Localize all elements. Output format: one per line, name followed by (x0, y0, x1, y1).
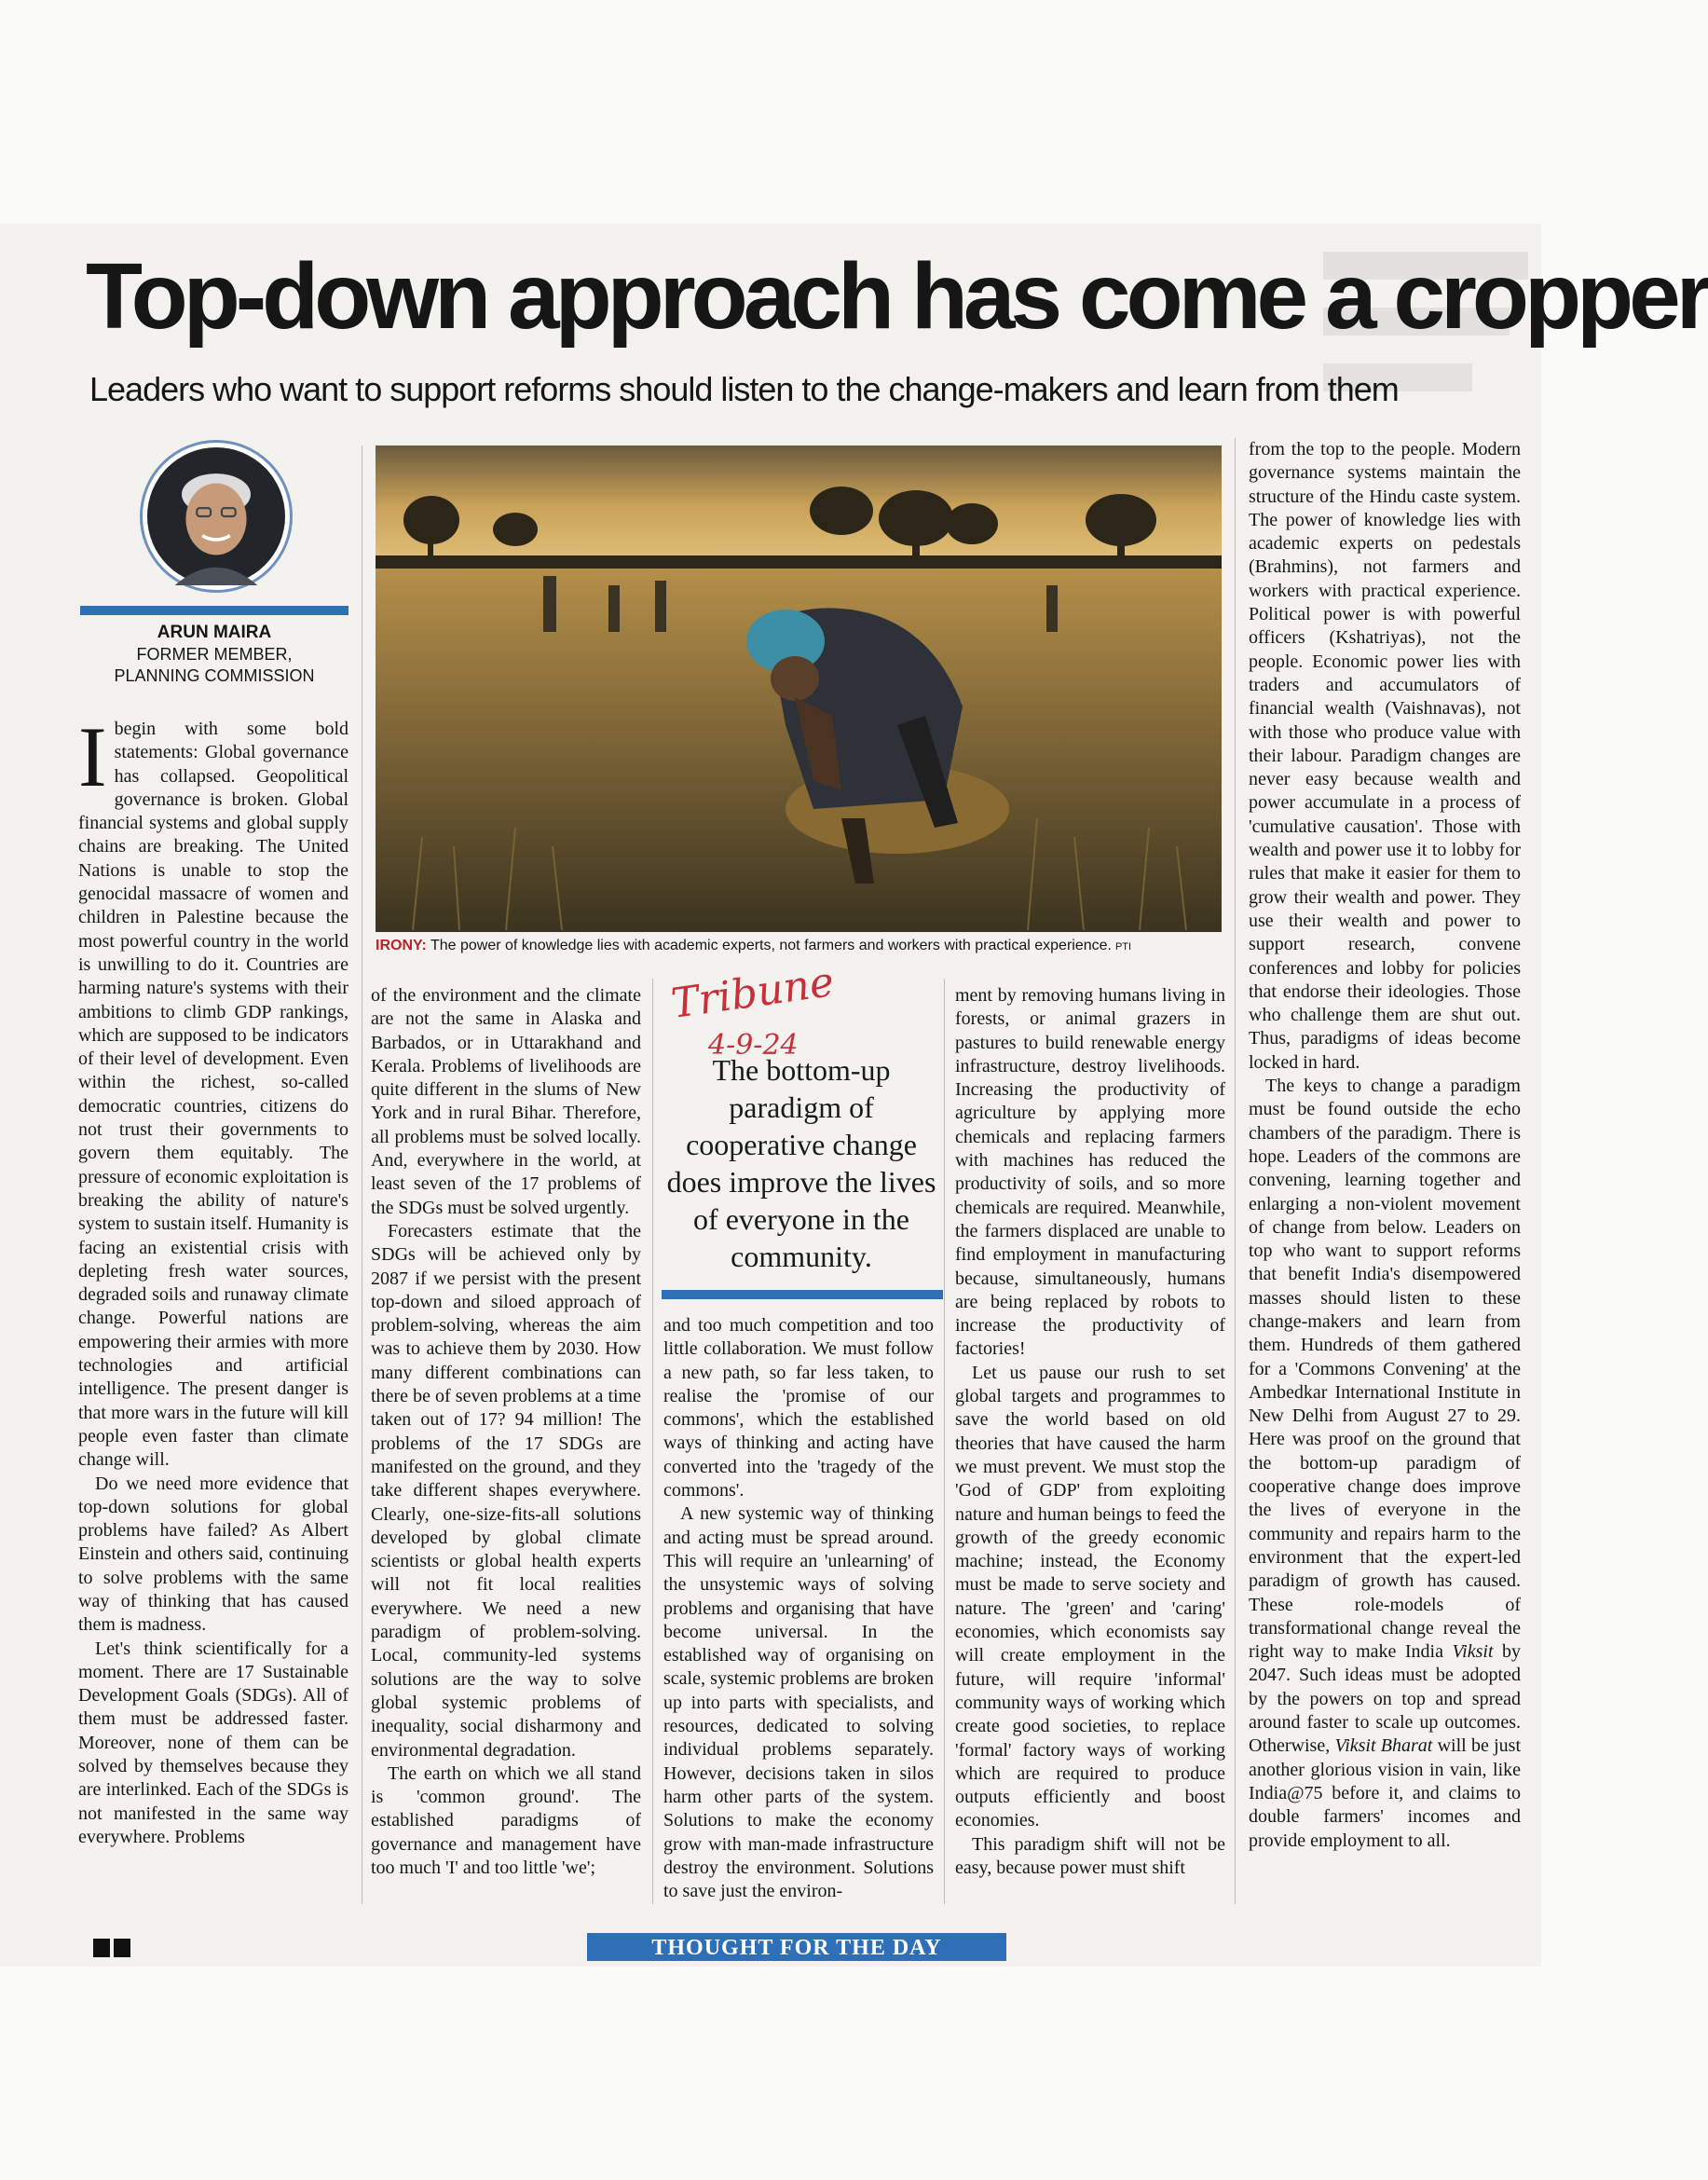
caption-text: The power of knowledge lies with academic experts, not farmers and workers with practical experience. (426, 938, 1112, 953)
paragraph-italic: Viksit Bharat (1334, 1735, 1433, 1757)
article-column-1 (78, 709, 348, 1849)
author-name: ARUN MAIRA (157, 623, 272, 642)
article-paragraph: Let's think scientifically for a moment. There are 17 Sustainable Development Goals (SDGs). All of them must be addressed faster. Moreover, none of them can be solved by themselves because they are interlinked. Each of the SDGs is not manifested in the same way everywhere. Problems (78, 1638, 348, 1847)
author-divider-bar (80, 606, 348, 615)
article-paragraph: of the environment and the climate are not the same in Alaska and Barbados, or in Uttarakhand and Kerala. Problems of livelihoods are quite different in the slums of New York and in rural Bihar. Therefore, all problems must be solved locally. And, everywhere in the world, at least seven of the 17 problems of the SDGs must be solved urgently. (371, 985, 641, 1218)
footer-marker (93, 1939, 136, 1957)
drop-cap: I (78, 709, 107, 804)
column-rule (944, 979, 945, 1904)
paragraph-text: by 2047. Such ideas must be adopted by the powers on top and spread around faster to scale up outcomes. Otherwise, (1249, 1641, 1521, 1757)
article-paragraph: The earth on which we all stand is 'common ground'. The established paradigms of governance and management have too much 'I' and too little 'we'; (371, 1762, 641, 1878)
photo-caption (376, 932, 1222, 960)
column-rule (652, 979, 653, 1904)
author-role-line: FORMER MEMBER, (136, 645, 293, 664)
article-paragraph: Forecasters estimate that the SDGs will be achieved only by 2087 if we persist with the present top-down and siloed approach of problem-solving, whereas the aim was to achieve them by 2030. How many different combinations can there be of seven problems at a time taken out of 17? 94 million! The problems of the 17 SDGs are manifested on the ground, and they take different shapes everywhere. Clearly, one-size-fits-all solutions developed by global climate scientists or global health experts will not fit local realities everywhere. We need a new paradigm of problem-solving. Local, community-led systems solutions are the way to solve global systemic problems of inequality, social disharmony and environmental degradation. (371, 1220, 641, 1761)
thought-for-the-day-banner: THOUGHT FOR THE DAY (587, 1933, 1006, 1961)
article-column-5 (1249, 438, 1521, 1853)
article-paragraph: Let us pause our rush to set global targets and programmes to save the world based on old theories that have caused the harm we must prevent. We must stop the 'God of GDP' from exploiting nature and human beings to feed the growth of the greedy economic machine; instead, the Economy must be made to serve society and nature. The 'green' and 'caring' economies, which economists say will create employment in the future, will require 'informal' community ways of working which create good societies, to replace 'formal' factory ways of working which are required to produce outputs efficiently and boost economies. (955, 1362, 1225, 1831)
author-role (80, 644, 348, 688)
pull-quote: The bottom-up paradigm of cooperative change does improve the lives of everyone in the community. (666, 1053, 936, 1273)
paragraph-text: begin with some bold statements: Global governance has collapsed. Geopolitical governance is broken. Global financial systems and global supply chains are breaking. The United Nations is unable to stop the genocidal massacre of women and children in Palestine because the most powerful country in the world is unwilling to do it. Countries are harming nature's systems with their ambitions to climb GDP rankings, which are supposed to be indicators of their level of development. Even within the richest, so-called democratic countries, citizens do not trust their governments to govern them equitably. The pressure of economic exploitation is breaking the ability of nature's system to sustain itself. Humanity is facing an existential crisis with depleting fresh water sources, degraded soils and runaway climate change. Powerful nations are empowering their armies with more technologies and artificial intelligence. The present danger is that more wars in the future will kill people even faster than climate change will. (78, 719, 348, 1471)
pull-quote-bar (662, 1290, 943, 1299)
column-rule (1235, 438, 1236, 1904)
paragraph-italic: Viksit (1452, 1641, 1494, 1663)
article-paragraph (78, 709, 348, 1473)
stamp-publication: Tribune (668, 958, 838, 1028)
deck-subheadline: Leaders who want to support reforms should listen to the change-makers and learn from them (89, 370, 1399, 408)
article-column-4 (955, 984, 1225, 1880)
article-paragraph: A new systemic way of thinking and acting must be spread around. This will require an 'unlearning' of the unsystemic ways of solving problems and organising that have become universal. In the established way of organising on scale, systemic problems are broken up into parts with specialists, and resources, dedicated to solving individual problems separately. However, decisions taken in silos harm other parts of the system. Solutions to make the economy grow with man-made infrastructure destroy the environment. Solutions to save just the environ- (663, 1503, 934, 1902)
article-paragraph: and too much competition and too little collaboration. We must follow a new path, so far less taken, to realise the 'promise of our commons', which the established ways of thinking and acting have converted into the 'tragedy of the commons'. (663, 1315, 934, 1501)
stamp-date: 4-9-24 (708, 1029, 799, 1062)
article-paragraph (1249, 1075, 1521, 1853)
headline: Top-down approach has come a cropper (86, 244, 1708, 349)
article-column-2 (371, 984, 641, 1880)
paragraph-text: will be just another glorious vision in vain, like India@75 before it, and claims to double farmers' incomes and provide employment to all. (1249, 1735, 1522, 1851)
caption-label: IRONY: (376, 938, 427, 953)
article-paragraph: ment by removing humans living in forests, or animal grazers in pastures to build renewable energy infrastructure, destroy livelihoods. Increasing the productivity of agriculture by applying more chemicals and replacing farmers with machines has reduced the productivity of soils, and so more chemicals are required. Meanwhile, the farmers displaced are unable to find employment in manufacturing because, simultaneously, humans are being replaced by robots to increase the productivity of factories! (955, 985, 1225, 1360)
author-avatar (140, 440, 293, 593)
article-photo-rice-farmer (376, 446, 1222, 932)
article-paragraph: This paradigm shift will not be easy, because power must shift (955, 1833, 1225, 1878)
article-column-3 (663, 1314, 934, 1903)
article-paragraph: Do we need more evidence that top-down solutions for global problems have failed? As Albert Einstein and others said, continuing to solve problems with the same way of thinking that has caused them is madness. (78, 1473, 348, 1636)
photo-credit: PTI (1114, 941, 1132, 953)
article-paragraph: from the top to the people. Modern governance systems maintain the structure of the Hindu caste system. The power of knowledge lies with academic experts on pedestals (Brahmins), not farmers and workers with practical experience. Political power is with powerful officers (Kshatriyas), not the people. Economic power lies with traders and accumulators of financial wealth (Vaishnavas), not with those who produce value with their labour. Paradigm changes are never easy because wealth and power accumulate in a process of 'cumulative causation'. Those with wealth and power use it to lobby for rules that make it easier for them to grow their wealth and power. They use their wealth and power to support research, convene conferences and lobby for policies that endorse their ideologies. Those who challenge them are shut out. Thus, paradigms of ideas become locked in hard. (1249, 439, 1521, 1073)
author-role-line: PLANNING COMMISSION (114, 666, 315, 686)
paragraph-text: The keys to change a paradigm must be found outside the echo chambers of the paradigm. There is hope. Leaders of the commons are convening, learning together and enlarging a non-violent movement of change from below. Leaders on top who want to support reforms that benefit India's disempowered masses should listen to these change-makers and learn from them. Hundreds of them gathered for a 'Commons Convening' at the Ambedkar International Institute in New Delhi from August 27 to 29. Here was proof on the ground that the bottom-up paradigm of cooperative change does improve the lives of everyone in the community and repairs harm to the environment that the expert-led paradigm of growth has caused. These role-models of transformational change reveal the right way to make India (1249, 1076, 1521, 1663)
